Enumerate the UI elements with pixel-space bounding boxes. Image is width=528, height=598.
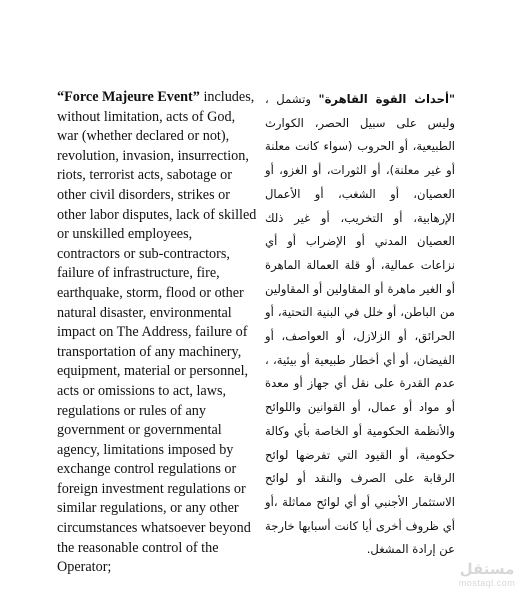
english-clause bbox=[57, 88, 257, 578]
arabic-defined-term: "أحداث القوة القاهرة" bbox=[318, 92, 455, 106]
english-defined-term: “Force Majeure Event” bbox=[57, 89, 200, 105]
english-clause-text: includes, without limitation, acts of God, war (whether declared or not), revolution, invasion, insurrection, riots, terrorist acts, sabotage or other civil disorders, strikes or other labor disputes, lack of skilled or unskilled employees, contractors or sub-contractors, failure of infrastructure, fire, earthquake, storm, flood or other natural disaster, environmental impact on The Address, failure of transportation of any machinery, equipment, material or personnel, acts or omissions to act, laws, regulations or rules of any government or governmental agency, limitations imposed by exchange control regulations or foreign investment regulations or similar regulations, or any other circumstances whatsoever beyond the reasonable control of the Operator; bbox=[57, 89, 257, 576]
arabic-clause bbox=[265, 88, 455, 562]
mostaql-watermark bbox=[452, 560, 522, 594]
watermark-url: mostaql.com bbox=[458, 578, 516, 588]
watermark-logo-text: مستقل bbox=[459, 560, 515, 578]
arabic-clause-text: وتشمل ، وليس على سبيل الحصر، الكوارث الطبيعية، أو الحروب (سواء كانت معلنة أو غير معلنة)، أو الثورات، أو الغزو، أو العصيان، أو الشغب، أو الأعمال الإرهابية، أو التخريب، أو غير ذلك العصيان المدني أو الإضراب أو أي نزاعات عمالية، أو قلة العمالة الماهرة أو الغير ماهرة أو المقاولين أو المقاولين من الباطن، أو خلل في البنية التحتية، أو الحرائق، أو الزلازل، أو العواصف، أو الفيضان، أو أي أخطار طبيعية أو بيئية، ، عدم القدرة على نقل أي جهاز أو معدة أو مواد أو عمال، أو القوانين واللوائح والأنظمة الحكومية أو الخاصة بأي وكالة حكومية، أو القيود التي تفرضها لوائح الرقابة على الصرف والنقد أو لوائح الاستثمار الأجنبي أو أي لوائح مماثلة ،أو أي ظروف أخرى أيا كانت أسبابها خارجة عن إرادة المشغل. bbox=[265, 92, 455, 557]
